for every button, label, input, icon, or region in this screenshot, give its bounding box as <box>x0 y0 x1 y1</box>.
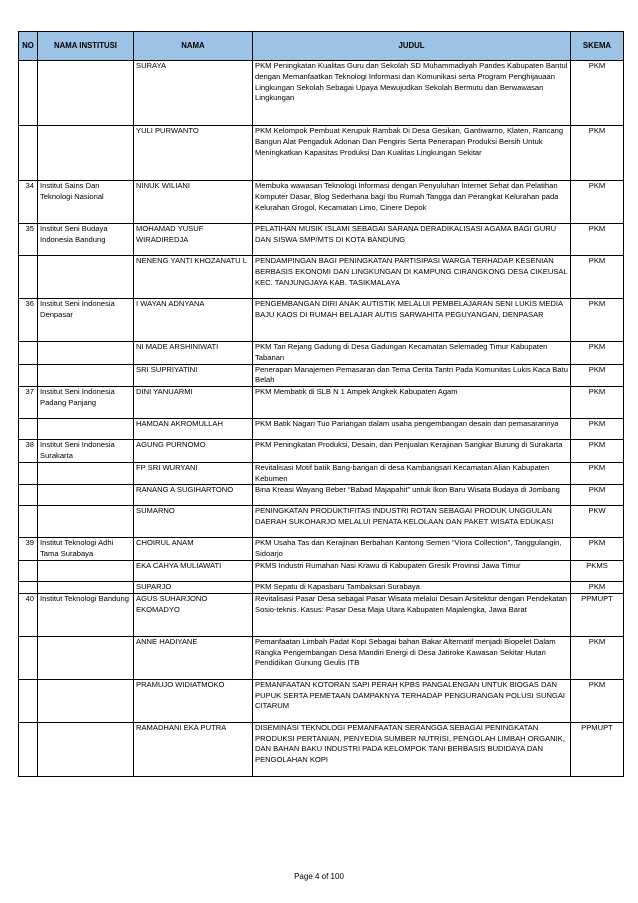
row-nama-institusi <box>38 61 134 126</box>
row-judul: Revitalisasi Pasar Desa sebagai Pasar Wisata melalui Desain Arsitektur dengan Pendekatan Sosio-teknis. Kasus: Pasar Desa Maja Utara Kabupaten Majalengka, Jawa Barat <box>253 593 571 636</box>
row-skema: PKM <box>571 342 624 365</box>
row-nama: PRAMUJO WIDIATMOKO <box>134 679 253 722</box>
row-skema: PKM <box>571 538 624 561</box>
table-row <box>19 299 624 342</box>
row-nama: SUPARJO <box>134 581 253 593</box>
row-no <box>19 485 38 506</box>
row-nama: SURAYA <box>134 61 253 126</box>
table-row <box>19 256 624 299</box>
row-judul: Bina Kreasi Wayang Beber “Babad Majapahit” untuk Ikon Baru Wisata Budaya di Jombang <box>253 485 571 506</box>
row-skema: PKM <box>571 256 624 299</box>
row-no <box>19 636 38 679</box>
row-no <box>19 506 38 538</box>
row-nama: RANANG A SUGIHARTONO <box>134 485 253 506</box>
row-skema: PKM <box>571 581 624 593</box>
table-row <box>19 342 624 365</box>
row-no <box>19 462 38 485</box>
row-judul: Membuka wawasan Teknologi Informasi dengan Penyuluhan Internet Sehat dan Pelatihan Komputer Dasar, Blog Sederhana bagi Ibu Rumah Tangga dan Perangkat Kelurahan pada Kelurahan Grogol, Kecamatan Limo, Cinere Depok <box>253 181 571 224</box>
row-judul: PENINGKATAN PRODUKTIFITAS INDUSTRI ROTAN SEBAGAI PRODUK UNGGULAN DAERAH SUKOHARJO MELALUI PENATA KELOLAAN DAN PAKET WISATA EDUKASI <box>253 506 571 538</box>
row-judul: PKM Kelompok Pembuat Kerupuk Rambak Di Desa Gesikan, Gantiwarno, Klaten, Rancang Bangun Alat Pengaduk Adonan Dan Pengiris Serta Penerapan Produksi Bersih Untuk Meningkatkan Kapasitas Produksi Dan Kualitas Lingkungan Sekitar <box>253 126 571 181</box>
row-skema: PKM <box>571 224 624 256</box>
row-nama: CHOIRUL ANAM <box>134 538 253 561</box>
row-judul: PKM Peningkatan Produksi, Desain, dan Penjualan Kerajinan Sangkar Burung di Surakarta <box>253 440 571 463</box>
row-judul: PKM Sepatu di Kapasbaru Tambaksari Surabaya <box>253 581 571 593</box>
table-row <box>19 224 624 256</box>
row-skema: PKM <box>571 364 624 387</box>
row-skema: PPMUPT <box>571 593 624 636</box>
row-skema: PKM <box>571 485 624 506</box>
row-nama-institusi <box>38 506 134 538</box>
table-row <box>19 462 624 485</box>
row-skema: PKM <box>571 387 624 419</box>
row-nama-institusi <box>38 126 134 181</box>
data-table <box>18 31 624 777</box>
table-row <box>19 593 624 636</box>
row-nama: EKA CAHYA MULIAWATI <box>134 560 253 581</box>
row-nama-institusi <box>38 679 134 722</box>
row-no: 35 <box>19 224 38 256</box>
row-no: 38 <box>19 440 38 463</box>
row-nama: NINUK WILIANI <box>134 181 253 224</box>
row-judul: PKM Usaha Tas dan Kerajinan Berbahan Kantong Semen “Viora Collection”, Tanggulangin, Sidoarjo <box>253 538 571 561</box>
row-skema: PKMS <box>571 560 624 581</box>
row-nama: RAMADHANI EKA PUTRA <box>134 722 253 776</box>
row-no: 39 <box>19 538 38 561</box>
row-nama: FP SRI WURYANI <box>134 462 253 485</box>
row-skema: PKM <box>571 440 624 463</box>
row-nama-institusi <box>38 581 134 593</box>
row-skema: PKM <box>571 462 624 485</box>
table-row <box>19 61 624 126</box>
row-judul: PELATIHAN MUSIK ISLAMI SEBAGAI SARANA DERADIKALISASI AGAMA BAGI GURU DAN SISWA SMP/MTS DI KOTA BANDUNG <box>253 224 571 256</box>
row-nama: SRI SUPRIYATINI <box>134 364 253 387</box>
row-judul: PEMANFAATAN KOTORAN SAPI PERAH KPBS PANGALENGAN UNTUK BIOGAS DAN PUPUK SERTA PEMETAAN DAMPAKNYA TERHADAP PENGURANGAN POLUSI SUNGAI CITARUM <box>253 679 571 722</box>
row-nama-institusi: Institut Seni Indonesia Surakarta <box>38 440 134 463</box>
row-no <box>19 126 38 181</box>
row-nama-institusi <box>38 462 134 485</box>
row-no <box>19 722 38 776</box>
row-skema: PPMUPT <box>571 722 624 776</box>
row-judul: Penerapan Manajemen Pemasaran dan Tema Cerita Tantri Pada Komunitas Lukis Kaca Batu Belah <box>253 364 571 387</box>
row-skema: PKM <box>571 679 624 722</box>
row-no: 34 <box>19 181 38 224</box>
row-nama-institusi <box>38 256 134 299</box>
row-nama-institusi <box>38 419 134 440</box>
row-judul: PKM Tari Rejang Gadung di Desa Gadungan Kecamatan Selemadeg Timur Kabupaten Tabanan <box>253 342 571 365</box>
row-skema: PKM <box>571 181 624 224</box>
page-number: Page 4 of 100 <box>294 872 344 881</box>
row-nama-institusi <box>38 364 134 387</box>
row-nama-institusi: Institut Seni Indonesia Padang Panjang <box>38 387 134 419</box>
row-nama-institusi: Institut Seni Indonesia Denpasar <box>38 299 134 342</box>
header-nama: NAMA <box>134 32 253 61</box>
row-nama-institusi: Institut Seni Budaya Indonesia Bandung <box>38 224 134 256</box>
table-row <box>19 581 624 593</box>
table-row <box>19 560 624 581</box>
row-nama-institusi <box>38 342 134 365</box>
row-judul: DISEMINASI TEKNOLOGI PEMANFAATAN SERANGGA SEBAGAI PENINGKATAN PRODUKSI PERTANIAN, PENYEDIA SUMBER NUTRISI, PENGOLAH LIMBAH ORGANIK, DAN BAHAN BAKU INDUSTRI PADA KELOMPOK TANI BERBASIS BUDIDAYA DAN PENGOLAHAN KOPI <box>253 722 571 776</box>
row-skema: PKM <box>571 61 624 126</box>
row-skema: PKM <box>571 419 624 440</box>
row-nama: DINI YANUARMI <box>134 387 253 419</box>
row-nama: HAMDAN AKROMULLAH <box>134 419 253 440</box>
table-row <box>19 679 624 722</box>
row-nama-institusi: Institut Sains Dan Teknologi Nasional <box>38 181 134 224</box>
row-nama-institusi <box>38 636 134 679</box>
row-nama: YULI PURWANTO <box>134 126 253 181</box>
row-nama: NENENG YANTI KHOZANATU L <box>134 256 253 299</box>
row-skema: PKM <box>571 636 624 679</box>
row-skema: PKW <box>571 506 624 538</box>
row-no <box>19 364 38 387</box>
row-no <box>19 581 38 593</box>
table-body <box>19 61 624 777</box>
row-nama: AGUS SUHARJONO EKOMADYO <box>134 593 253 636</box>
row-nama-institusi <box>38 560 134 581</box>
row-judul: Pemanfaatan Limbah Padat Kopi Sebagai bahan Bakar Alternatif menjadi Biopelet Dalam Rangka Pengembangan Desa Mandiri Energi di Desa Jatiroke Kawasan Sekitar Hutan Pendidikan Gunung Geulis ITB <box>253 636 571 679</box>
row-no <box>19 342 38 365</box>
table-row <box>19 364 624 387</box>
table-row <box>19 126 624 181</box>
table-header-row <box>19 32 624 61</box>
row-judul: PENGEMBANGAN DIRI ANAK AUTISTIK MELALUI PEMBELAJARAN SENI LUKIS MEDIA BAJU KAOS DI RUMAH BELAJAR AUTIS SARWAHITA PEGUYANGAN, DENPASAR <box>253 299 571 342</box>
row-judul: PENDAMPINGAN BAGI PENINGKATAN PARTISIPASI WARGA TERHADAP KESENIAN BERBASIS EKONOMI DAN LINGKUNGAN DI KAMPUNG CIRANGKONG DESA CIKEUSAL KEC. TANJUNGJAYA KAB. TASIKMALAYA <box>253 256 571 299</box>
table-row <box>19 181 624 224</box>
table-row <box>19 419 624 440</box>
row-nama-institusi: Institut Teknologi Adhi Tama Surabaya <box>38 538 134 561</box>
row-no <box>19 419 38 440</box>
row-no: 37 <box>19 387 38 419</box>
row-no <box>19 256 38 299</box>
row-judul: PKM Batik Nagari Tuo Pariangan dalam usaha pengembangan desain dan pemasarannya <box>253 419 571 440</box>
row-nama: MOHAMAD YUSUF WIRADIREDJA <box>134 224 253 256</box>
row-skema: PKM <box>571 126 624 181</box>
row-no: 36 <box>19 299 38 342</box>
table-row <box>19 722 624 776</box>
row-nama: I WAYAN ADNYANA <box>134 299 253 342</box>
row-nama: ANNE HADIYANE <box>134 636 253 679</box>
row-judul: PKM Membatik di SLB N 1 Ampek Angkek Kabupaten Agam <box>253 387 571 419</box>
table-row <box>19 538 624 561</box>
row-nama-institusi: Institut Teknologi Bandung <box>38 593 134 636</box>
row-nama: NI MADE ARSHINIWATI <box>134 342 253 365</box>
table-row <box>19 506 624 538</box>
row-judul: PKMS Industri Rumahan Nasi Krawu di Kabupaten Gresik Provinsi Jawa Timur <box>253 560 571 581</box>
row-judul: PKM Peningkatan Kualitas Guru dan Sekolah SD Muhammadiyah Pandes Kabupaten Bantul dengan Memanfaatkan Teknologi Informasi dan Komunikasi serta Program Penghijauaan Lingkungan Sekolah Sebagai Upaya Mewujudkan Sekolah Bermutu dan Berwawasan Lingkungan <box>253 61 571 126</box>
table-row <box>19 440 624 463</box>
row-nama-institusi <box>38 485 134 506</box>
row-no <box>19 61 38 126</box>
header-no: NO <box>19 32 38 61</box>
row-nama: AGUNG PURNOMO <box>134 440 253 463</box>
header-judul: JUDUL <box>253 32 571 61</box>
row-no <box>19 679 38 722</box>
header-skema: SKEMA <box>571 32 624 61</box>
row-no: 40 <box>19 593 38 636</box>
row-judul: Revitalisasi Motif batik Bang-bangan di desa Kambangsari Kecamatan Alian Kabupaten Kebumen <box>253 462 571 485</box>
table-row <box>19 387 624 419</box>
header-nama-institusi: NAMA INSTITUSI <box>38 32 134 61</box>
row-nama-institusi <box>38 722 134 776</box>
table-row <box>19 636 624 679</box>
row-nama: SUMARNO <box>134 506 253 538</box>
table-row <box>19 485 624 506</box>
row-no <box>19 560 38 581</box>
row-skema: PKM <box>571 299 624 342</box>
